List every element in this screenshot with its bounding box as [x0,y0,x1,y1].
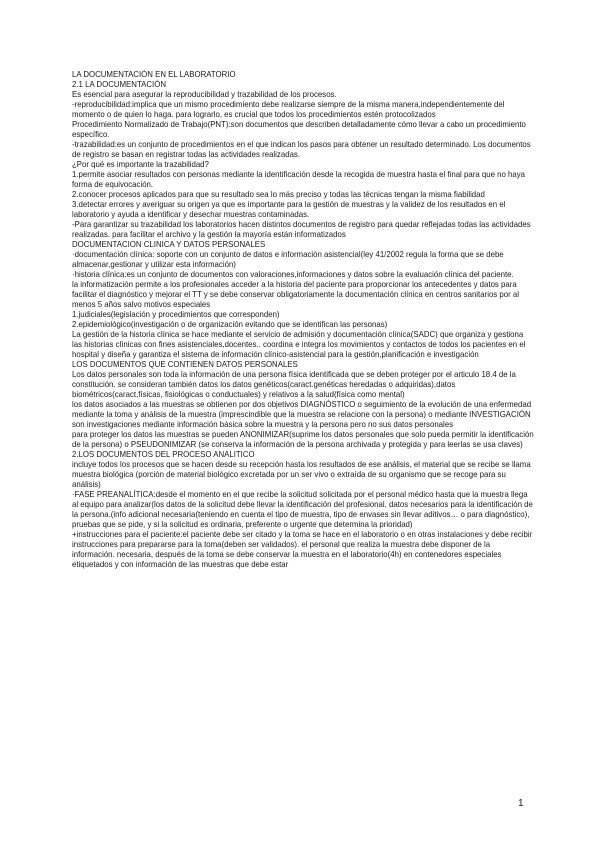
list-item: 1.judiciales(legislación y procedimientos que corresponden) [72,310,280,319]
page-number: 1 [518,798,524,809]
paragraph: ·historia clínica:es un conjunto de documentos con valoraciones,informaciones y datos sobre la evaluación clínica del paciente. [72,270,514,279]
paragraph: incluye todos los procesos que se hacen desde su recepción hasta los resultados de ese análisis, el material que se recibe se llama muestra biológica (porción de material biológico excretada por un ser vivo o extraída de su organismo que se recoge para su análisis) [72,460,531,489]
document-title: LA DOCUMENTACIÓN EN EL LABORATORIO [72,70,236,79]
list-item: 2.conocer procesos aplicados para que su resultado sea lo más preciso y todas las técnicas tengan la misma fiabilidad [72,190,485,199]
list-item: 3.detectar errores y averiguar su origen ya que es importante para la gestión de muestras y la validez de los resultados en el laboratorio y ayuda a identificar y desechar muestras contaminadas. [72,200,506,219]
list-item: 2.epidemiológico(investigación o de organización evitando que se identifican las personas) [72,320,388,329]
paragraph: +instrucciones para el paciente:el paciente debe ser citado y la toma se hace en el laboratorio o en otras instalaciones y debe recibir instrucciones para prepararse para la toma(deben ser validados). el personal que realiza la muestra debe disponer de la información. necesaria, después de la toma se debe conservar la muestra en el laboratorio(4h) en contenedores especiales etiquetados y con información de las muestras que debe estar [72,530,533,569]
section-heading: 2.LOS DOCUMENTOS DEL PROCESO ANALITICO [72,450,255,459]
paragraph: Es esencial para asegurar la reproducibilidad y trazabilidad de los procesos. [72,90,337,99]
paragraph: ·FASE PREANALÍTICA:desde el momento en el que recibe la solicitud solicitada por el personal médico hasta que la muestra llega al equipo para analizar(los datos de la solicitud debe llevar la identificación del profesional, datos necesarios para la identificación de la persona.(info adicional necesaria(teniendo en cuenta el tipo de muestra, tipo de envases sin llevar aditivos… o para diagnóstico), pruebas que se pide, y si la solicitud es ordinaria, preferente o urgente que determina la prioridad) [72,490,533,529]
paragraph: La gestión de la historia clínica se hace mediante el servicio de admisión y documentación clínica(SADC) que organiza y gestiona las historias clínicas con fines asistenciales,docentes.. coordina e integra los movimientos y contactos de todos los pacientes en el hospital y diseña y garantiza el sistema de información clínico-asistencial para la gestión,planificación e investigación [72,330,526,359]
paragraph: para proteger los datos las muestras se pueden ANONIMIZAR(suprime los datos personales que solo pueda permitir la identificación de la persona) o PSEUDONIMIZAR (se conserva la información de la persona archivada y protegida y para leerlas se usa claves) [72,430,534,449]
section-heading: DOCUMENTACION CLINICA Y DATOS PERSONALES [72,240,266,249]
paragraph: ¿Por qué es importante la trazabilidad? [72,160,209,169]
paragraph: -Para garantizar su trazabilidad los laboratorios hacen distintos documentos de registro para quedar reflejadas todas las actividades realizadas. para facilitar el archivo y la gestión la mayoría están informatizados [72,220,531,239]
list-item: 1.permite asociar resultados con personas mediante la identificación desde la recogida de muestra hasta el final para que no haya forma de equivocación. [72,170,526,189]
section-heading: 2.1 LA DOCUMENTACIÓN [72,80,166,89]
paragraph: Los datos personales son toda la información de una persona física identificada que se deben proteger por el articulo 18.4 de la constitución. se consideran también datos los datos genéticos(caract.genéticas heredadas o adquiridas),datos biométricos(caract,físicas, fisiológicas o conductuales) y relativos a la salud(física como mental) [72,370,516,399]
document-body [72,70,534,570]
paragraph: los datos asociados a las muestras se obtienen por dos objetivos DIAGNÓSTICO o seguimiento de la evolución de una enfermedad mediante la toma y análisis de la muestra (imprescindible que la muestra se relacione con la persona) o mediante INVESTIGACIÓN son investigaciones mediante información básica sobre la muestra y la persona pero no sus datos personales [72,400,532,429]
paragraph: -trazabilidad:es un conjunto de procedimientos en el que indican los pasos para obtener un resultado determinado. Los documentos de registro se basan en registrar todas las actividades realizadas. [72,140,531,159]
section-heading: LOS DOCUMENTOS QUE CONTIENEN DATOS PERSONALES [72,360,298,369]
paragraph: la informatización permite a los profesionales acceder a la historia del paciente para proporcionar los antecedentes y datos para facilitar el diagnóstico y mejorar el TT y se debe conservar obligatoriamente la documentación clínica en centros sanitarios por al menos 5 años salvo motivos especiales [72,280,520,309]
paragraph: Procedimiento Normalizado de Trabajo(PNT):son documentos que describen detalladamente cómo llevar a cabo un procedimiento específico. [72,120,526,139]
paragraph: ·documentación clínica: soporte con un conjunto de datos e información asistencial(ley 41/2002 regula la forma que se debe almacenar,gestionar y utilizar esta información) [72,250,504,269]
paragraph: -reproducibilidad:implica que un mismo procedimiento debe realizarse siempre de la misma manera,independientemente del momento o de quien lo haga. para lograrlo, es crucial que todos los procedimientos estén protocolizados [72,100,505,119]
